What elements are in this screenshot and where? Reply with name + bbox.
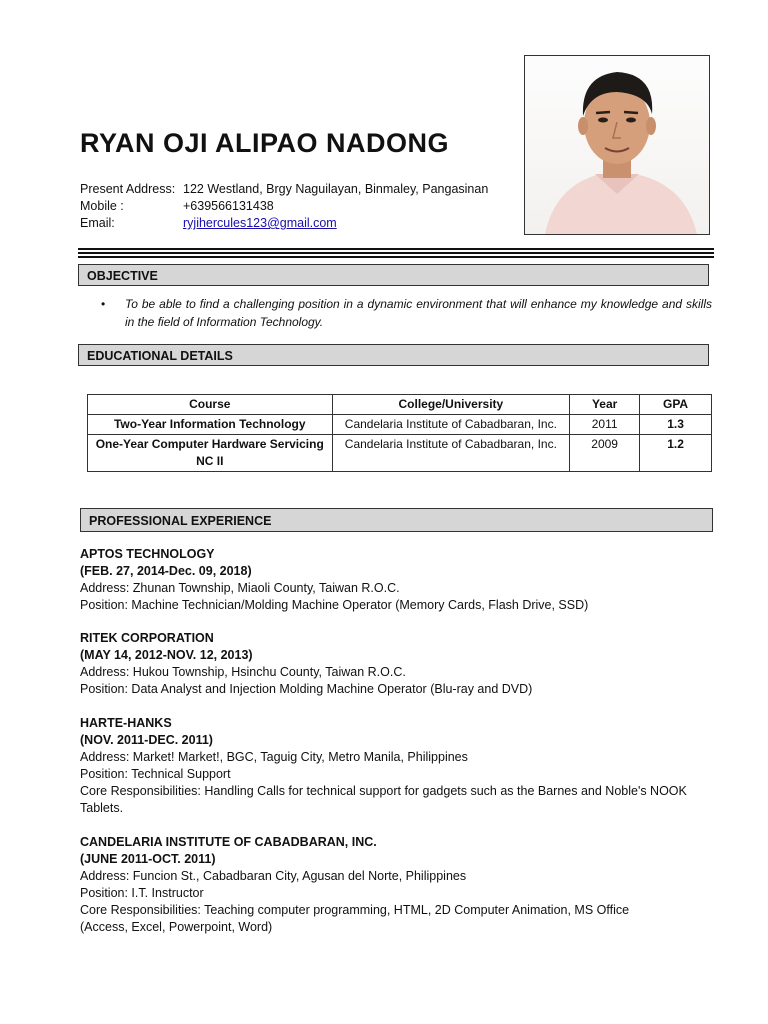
employment-dates: (NOV. 2011-DEC. 2011): [80, 733, 213, 747]
address-row: [80, 181, 488, 198]
college-cell: Candelaria Institute of Cabadbaran, Inc.: [332, 435, 570, 472]
job-entry-aptos: [80, 546, 720, 614]
college-cell: Candelaria Institute of Cabadbaran, Inc.: [332, 415, 570, 435]
address-value: 122 Westland, Brgy Naguilayan, Binmaley, Pangasinan: [183, 182, 489, 196]
objective-text: To be able to find a challenging position in a dynamic environment that will enhance my knowledge and skills in the field of Information Technology.: [125, 297, 712, 329]
email-row: [80, 215, 488, 232]
job-address: Address: Hukou Township, Hsinchu County, Taiwan R.O.C.: [80, 665, 406, 679]
employment-dates: (FEB. 27, 2014-Dec. 09, 2018): [80, 564, 252, 578]
mobile-value: +639566131438: [183, 199, 274, 213]
job-address: Address: Zhunan Township, Miaoli County, Taiwan R.O.C.: [80, 581, 400, 595]
job-address: Address: Market! Market!, BGC, Taguig City, Metro Manila, Philippines: [80, 750, 468, 764]
course-cell: One-Year Computer Hardware Servicing NC II: [88, 435, 333, 472]
company-name: HARTE-HANKS: [80, 716, 172, 730]
gpa-cell: 1.3: [640, 415, 712, 435]
email-link[interactable]: ryjihercules123@gmail.com: [183, 216, 337, 230]
company-name: RITEK CORPORATION: [80, 631, 214, 645]
employment-dates: (JUNE 2011-OCT. 2011): [80, 852, 216, 866]
profile-photo: [524, 55, 710, 235]
course-cell: Two-Year Information Technology: [88, 415, 333, 435]
address-label: Present Address:: [80, 182, 176, 196]
job-address: Address: Funcion St., Cabadbaran City, Agusan del Norte, Philippines: [80, 869, 467, 883]
job-position: Position: Machine Technician/Molding Machine Operator (Memory Cards, Flash Drive, SSD): [80, 598, 589, 612]
company-name: APTOS TECHNOLOGY: [80, 547, 215, 561]
employment-dates: (MAY 14, 2012-NOV. 12, 2013): [80, 648, 253, 662]
education-table: [87, 394, 712, 472]
job-position: Position: Data Analyst and Injection Molding Machine Operator (Blu-ray and DVD): [80, 682, 533, 696]
job-responsibilities: Core Responsibilities: Handling Calls for technical support for gadgets such as the Barnes and Noble's NOOK Tablets.: [80, 784, 687, 815]
column-header: College/University: [332, 395, 570, 415]
job-entry-harte-hanks: [80, 715, 720, 817]
objective-heading: OBJECTIVE: [78, 264, 709, 286]
job-position: Position: Technical Support: [80, 767, 231, 781]
header-divider: [78, 248, 714, 260]
job-responsibilities: Core Responsibilities: Teaching computer programming, HTML, 2D Computer Animation, MS Office (Access, Excel, Powerpoint, Word): [80, 903, 630, 934]
mobile-label: Mobile :: [80, 199, 124, 213]
mobile-row: [80, 198, 488, 215]
table-row: [88, 415, 712, 435]
column-header: GPA: [640, 395, 712, 415]
bullet-icon: •: [101, 297, 106, 311]
applicant-name: RYAN OJI ALIPAO NADONG: [80, 128, 450, 158]
gpa-cell: 1.2: [640, 435, 712, 472]
table-header-row: [88, 395, 712, 415]
education-heading: EDUCATIONAL DETAILS: [78, 344, 709, 366]
objective-item: [101, 295, 712, 331]
portrait-image: [525, 56, 709, 234]
company-name: CANDELARIA INSTITUTE OF CABADBARAN, INC.: [80, 835, 377, 849]
experience-heading: PROFESSIONAL EXPERIENCE: [80, 508, 713, 532]
year-cell: 2009: [570, 435, 640, 472]
year-cell: 2011: [570, 415, 640, 435]
table-row: [88, 435, 712, 472]
job-position: Position: I.T. Instructor: [80, 886, 204, 900]
contact-info: [80, 181, 488, 232]
job-entry-candelaria: [80, 834, 720, 936]
column-header: Year: [570, 395, 640, 415]
job-entry-ritek: [80, 630, 720, 698]
column-header: Course: [88, 395, 333, 415]
email-label: Email:: [80, 216, 115, 230]
